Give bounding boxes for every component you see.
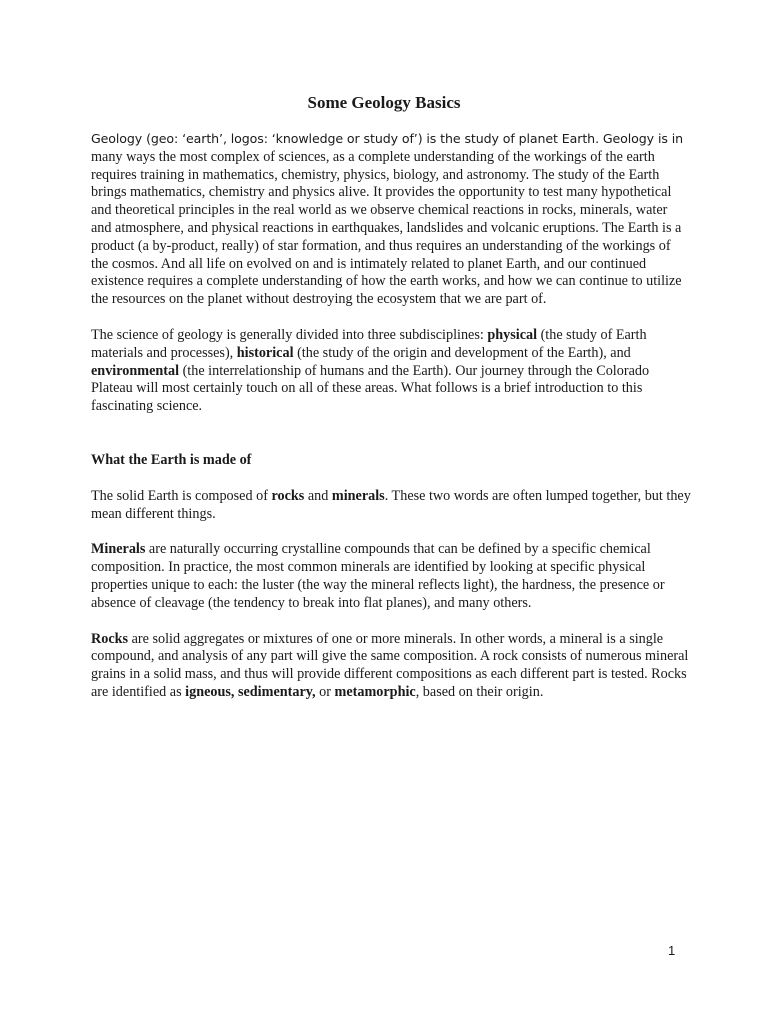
term-rock-types: igneous, sedimentary, [185, 683, 316, 700]
composition-text-2: and [304, 487, 332, 504]
subdisciplines-text-1: The science of geology is generally divided into three subdisciplines: [91, 326, 488, 343]
page-title: Some Geology Basics [307, 93, 461, 112]
intro-lead-text: Geology (geo: ‘earth’, logos: ‘knowledge or study of’) is the study of planet Earth. Geology is in [91, 131, 683, 146]
term-historical: historical [236, 344, 294, 361]
term-physical: physical [487, 326, 538, 343]
composition-text-3: . These two words are often lumped together, but they mean different things. [91, 487, 691, 522]
document-body [91, 130, 691, 720]
page-number: 1 [668, 943, 676, 958]
subdisciplines-text-2: (the study of Earth materials and processes), [91, 326, 647, 361]
subdisciplines-paragraph [91, 327, 691, 416]
subdisciplines-text-3: (the study of the origin and development of the Earth), and [293, 344, 631, 361]
composition-paragraph [91, 488, 691, 524]
rocks-text-2: or [315, 683, 335, 700]
term-rocks: rocks [271, 487, 305, 504]
intro-rest-text: many ways the most complex of sciences, as a complete understanding of the workings of the earth requires training in mathematics, chemistry, physics, biology, and astronomy. The study of the Earth brings mathematics, chemistry and physics alive. It provides the opportunity to test many hypothetical and theoretical principles in the real world as we observe chemical reactions in rocks, minerals, water and atmosphere, and physical reactions in earthquakes, landslides and volcanic eruptions. The Earth is a product (a by-product, really) of star formation, and thus requires an understanding of the workings of the cosmos. And all life on evolved on and is intimately related to planet Earth, and our continued existence requires a complete understanding of how the earth works, and how we can continue to utilize the resources on the planet without destroying the ecosystem that we are part of. [91, 148, 682, 308]
term-minerals-lead: Minerals [91, 541, 146, 558]
term-minerals: minerals [331, 487, 385, 504]
intro-paragraph [91, 130, 691, 309]
subdisciplines-text-4: (the interrelationship of humans and the Earth). Our journey through the Colorado Plateau will most certainly touch on all of these areas. What follows is a brief introduction to this fascinating science. [91, 362, 650, 415]
section-heading: What the Earth is made of [91, 451, 252, 468]
minerals-paragraph [91, 541, 691, 612]
term-environmental: environmental [91, 362, 180, 379]
minerals-text: are naturally occurring crystalline compounds that can be defined by a specific chemical composition. In practice, the most common minerals are identified by looking at specific physical properties unique to each: the luster (the way the mineral reflects light), the hardness, the presence or absence of cleavage (the tendency to break into flat planes), and many others. [91, 541, 665, 611]
rocks-text-1: are solid aggregates or mixtures of one or more minerals. In other words, a mineral is a single compound, and analysis of any part will give the same composition. A rock consists of numerous mineral grains in a solid mass, and thus will provide different compositions as each different part is tested. Rocks are identified as [91, 630, 689, 700]
composition-text-1: The solid Earth is composed of [91, 487, 272, 504]
term-rocks-lead: Rocks [91, 630, 129, 647]
rocks-paragraph [91, 631, 691, 702]
term-metamorphic: metamorphic [334, 683, 416, 700]
rocks-text-3: , based on their origin. [415, 683, 544, 700]
